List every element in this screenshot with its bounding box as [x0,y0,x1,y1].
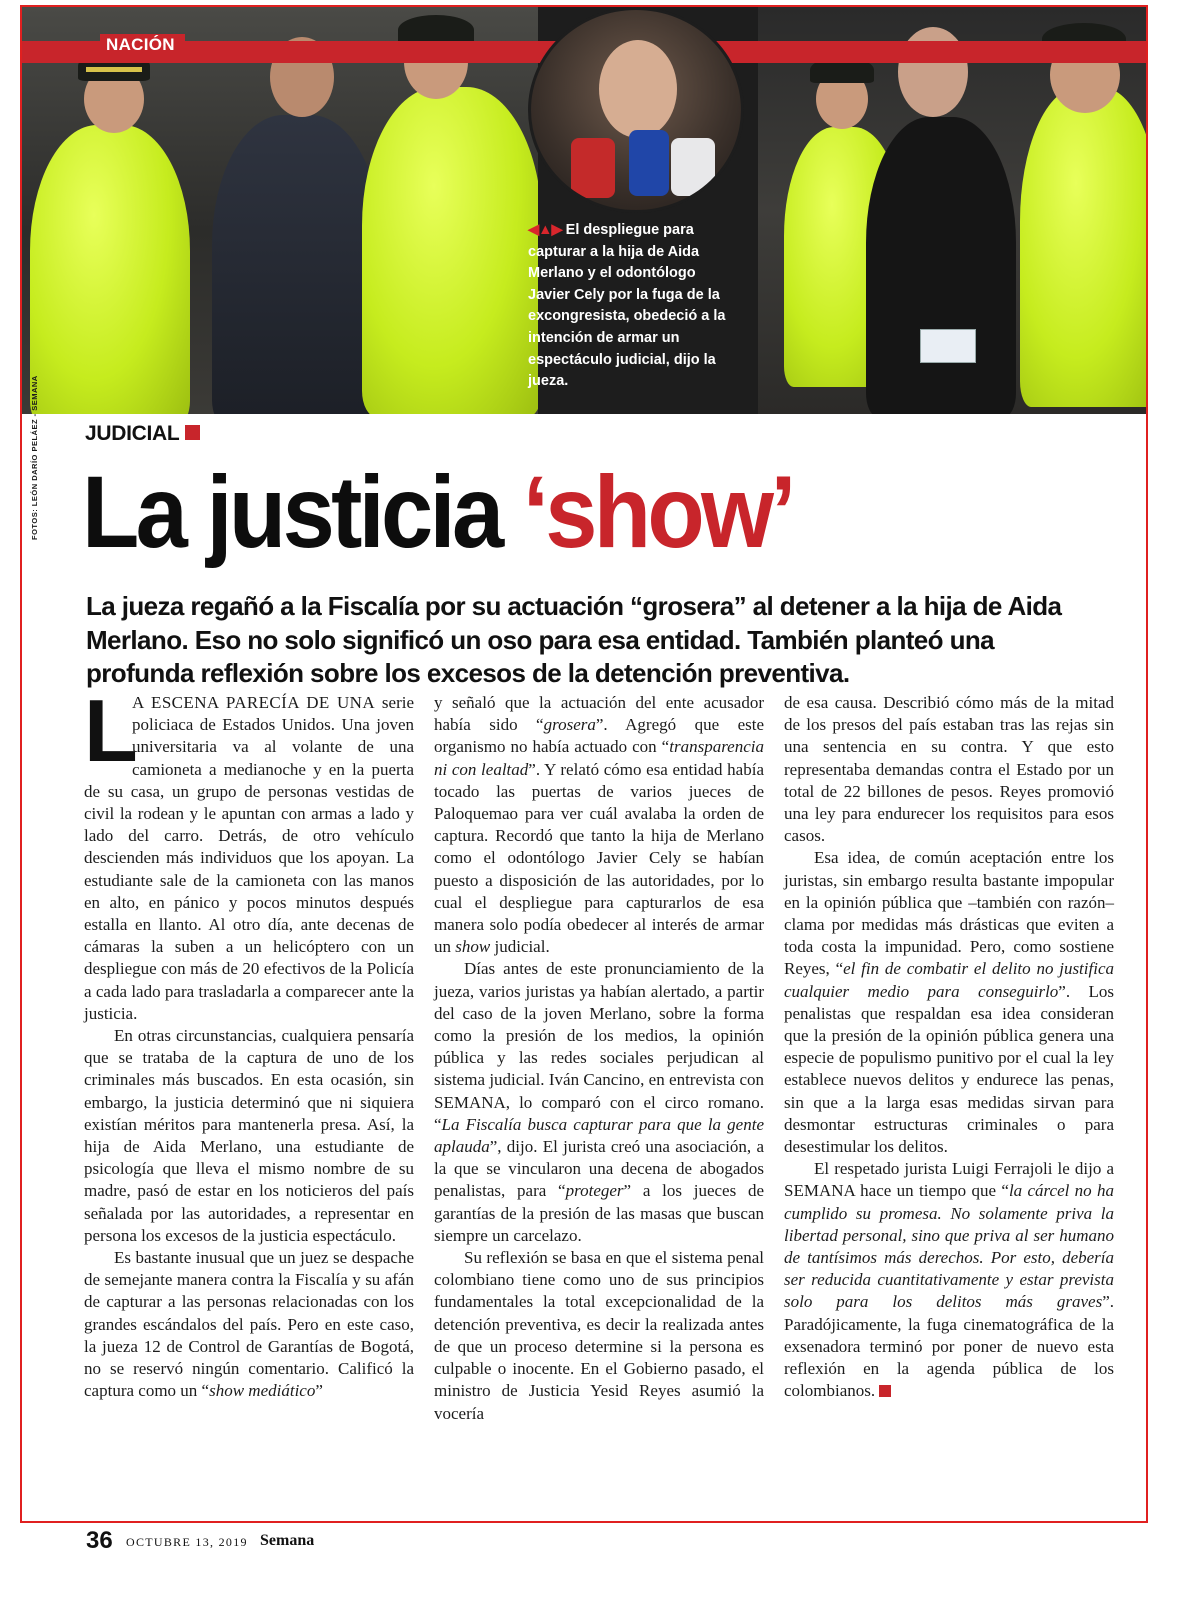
photo-credit: FOTOS: LEÓN DARÍO PELÁEZ - SEMANA [30,375,39,540]
paragraph: L A ESCENA PARECÍA DE UNA serie policiaca de Estados Unidos. Una joven universitaria va al volante de una camioneta a medianoche y en la puerta de su casa, un grupo de personas vestidas de civil la rodean y le apuntan con armas a lado y lado del carro. Detrás, de otro vehículo descienden más individuos que los apoyan. La estudiante sale de la camioneta con las manos en alto, en pánico y pocos minutos después estalla en llanto. Al otro día, ante decenas de cámaras la suben a un helicóptero con un despliegue con más de 20 efectivos de la Policía a cada lado para trasladarla a comparecer ante la justicia. [84,681,414,1023]
detainee-figure [866,117,1016,414]
section-kicker: JUDICIAL [85,422,200,446]
paragraph: de esa causa. Describió cómo más de la mitad de los presos del país estaban tras las rejas sin una sentencia en su contra. Y que esto representaba demandas contra el Estado por un total de 22 billones de pesos. Reyes promovió una ley para endurecer los requisitos para esos casos. [784,693,1114,846]
photo-caption: ◀▲▶ El despliegue para capturar a la hija de Aida Merlano y el odontólogo Javier Cely por la fuga de la excongresista, obedeció a la intención de armar un espectáculo judicial, dijo la jueza. [528,222,726,390]
paragraph: En otras circunstancias, cualquiera pensaría que se trataba de la captura de uno de los criminales más buscados. En esta ocasión, sin embargo, la justicia determinó que ni siquiera existían méritos para mantenerla presa. Así, la hija de Aida Merlano, una estudiante de psicología que lleva el mismo nombre de su madre, pasó de estar en los noticieros del país señalada por las autoridades, a representar en persona los excesos de la justicia espectáculo. [84,1026,414,1245]
paragraph: El respetado jurista Luigi Ferrajoli le dijo a SEMANA hace un tiempo que “la cárcel no ha cumplido su promesa. No solamente priva la libertad personal, sino que priva al ser humano de tantísimos más derechos. Por esto, debería ser reducida cuantitativamente y estar prevista solo para los delitos más graves”. Paradójicamente, la fuga cinematográfica de la exsenadora terminó por poner de nuevo esta reflexión en la agenda pública de los colombianos. [784,1159,1114,1401]
section-label: NACIÓN [100,34,185,56]
paragraph: Esa idea, de común aceptación entre los juristas, sin embargo resulta bastante impopular en la opinión pública que –también con razón– clama por medidas más drásticas que eviten a toda costa la impunidad. Pero, como sostiene Reyes, “el fin de combatir el delito no justifica cualquier medio para conseguirlo”. Los penalistas que respaldan esa idea consideran que la presión de la opinión pública genera una especie de populismo punitivo por el cual la ley establece nuevos delitos y endurece las penas, sin que a la larga esas medidas sirvan para desmontar estructuras criminales o para desestimular los delitos. [784,848,1114,1157]
officer-figure [1020,87,1146,407]
cap-band [86,67,142,72]
headline: La justicia ‘show’ [82,455,793,569]
deck: La jueza regañó a la Fiscalía por su actuación “grosera” al detener a la hija de Aida Merlano. Eso no solo significó un oso para esa entidad. También planteó una profunda reflexión sobre los excesos de la detención preventiva. [86,591,1062,688]
body-column-1 [84,681,414,1403]
magazine-name: Semana [260,1532,315,1549]
kicker-square-icon [185,425,200,440]
document-box [920,329,976,363]
officer-figure [30,125,190,414]
inset-photo-interview [528,7,744,213]
microphone-icon [671,138,715,196]
end-mark-icon [879,1385,891,1397]
microphone-icon [629,130,669,196]
officer-figure [362,87,538,414]
detainee-figure [212,115,382,414]
paragraph: Es bastante inusual que un juez se despache de semejante manera contra la Fiscalía y su afán de capturar a las personas relacionadas con los grandes escándalos del país. Pero en este caso, la jueza 12 de Control de Garantías de Bogotá, no se reservó ningún comentario. Calificó la captura como un “show mediático” [84,1248,414,1401]
microphone-icon [571,138,615,198]
headline-accent: ‘show’ [522,455,793,569]
body-column-2 [434,692,764,1425]
drop-cap: L [84,681,138,780]
issue-date: OCTUBRE 13, 2019 [126,1535,248,1549]
speaker-face [599,40,677,138]
caption-arrows-icon: ◀▲▶ [528,222,562,238]
page-number: 36 [86,1527,113,1554]
photo-arrest-merlano [758,7,1146,414]
paragraph: Su reflexión se basa en que el sistema penal colombiano tiene como uno de sus principios fundamentales la total excepcionalidad de la detención preventiva, es decir la realizada antes de que un proceso determine si la persona es culpable o inocente. En el Gobierno pasado, el ministro de Justicia Yesid Reyes asumió la vocería [434,1248,764,1423]
photo-arrest-cely [22,7,538,414]
paragraph: y señaló que la actuación del ente acusador había sido “grosera”. Agregó que este organismo no había actuado con “transparencia ni con lealtad”. Y relató cómo esa entidad había tocado las puertas de varios jueces de Paloquemao para ver cuál avalaba la orden de captura. Recordó que tanto la hija de Merlano como el odontólogo Javier Cely se habían puesto a disposición de las autoridades, por lo cual el despliegue para capturarlos de esa manera solo podía obedecer al interés de armar un show judicial. [434,693,764,957]
body-column-3 [784,692,1114,1403]
paragraph: Días antes de este pronunciamiento de la jueza, varios juristas ya habían alertado, a partir del caso de la joven Merlano, sobre la forma como la presión de los medios, la opinión pública y las redes sociales perjudican al sistema judicial. Iván Cancino, en entrevista con SEMANA, lo comparó con el circo romano. “La Fiscalía busca capturar para que la gente aplauda”, dijo. El jurista creó una asociación, a la que se vincularon una decena de abogados penalistas, para “proteger” a los jueces de garantías de la presión de las masas que buscan siempre un carcelazo. [434,959,765,1245]
